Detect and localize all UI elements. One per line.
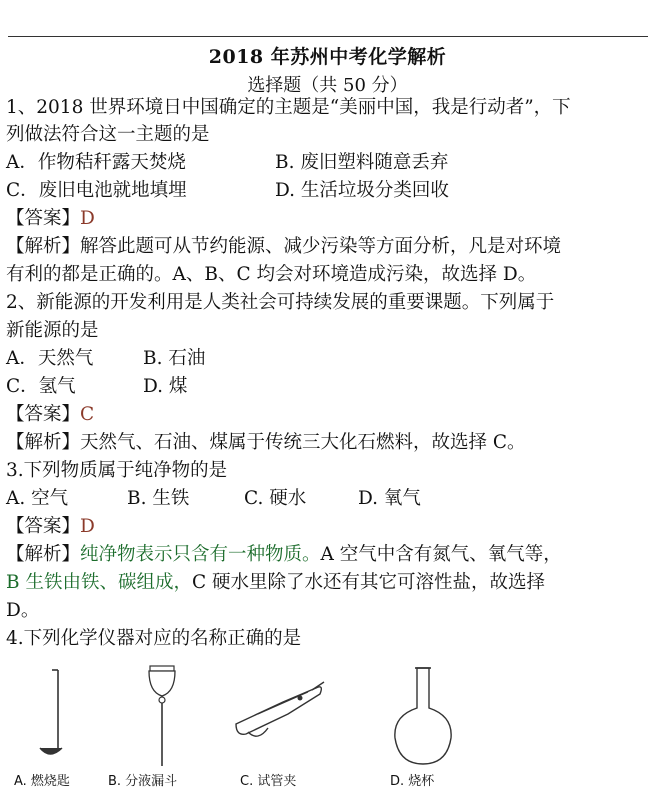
q2-option-d: D. 煤 <box>143 376 188 397</box>
caption-b: B. 分液漏斗 <box>108 774 178 789</box>
caption-a: A. 燃烧匙 <box>14 774 70 789</box>
q2-stem-line2: 新能源的是 <box>6 320 99 341</box>
section-subtitle: 选择题（共 50 分） <box>247 75 408 96</box>
q3-analysis-line1 <box>6 544 562 566</box>
q3-analysis-label: 【解析】 <box>6 544 81 565</box>
q2-analysis <box>6 432 526 454</box>
q4-stem: 4.下列化学仪器对应的名称正确的是 <box>6 628 302 649</box>
q3-option-b: B. 生铁 <box>127 488 190 509</box>
q2-analysis-text: 天然气、石油、煤属于传统三大化石燃料，故选择 C。 <box>80 432 526 453</box>
q3-answer-label: 【答案】 <box>6 516 81 537</box>
q3-answer <box>6 516 95 538</box>
q3-analysis-line2 <box>6 572 545 594</box>
q3-analysis-line2-key: B 生铁由铁、碳组成， <box>6 572 192 593</box>
q2-option-a: A．天然气 <box>6 348 94 369</box>
q1-option-d: D. 生活垃圾分类回收 <box>275 180 449 201</box>
q3-option-a: A. 空气 <box>6 488 69 509</box>
separatory-funnel-figure <box>137 662 187 772</box>
q3-option-d: D. 氧气 <box>358 488 421 509</box>
q1-answer <box>6 208 95 230</box>
q3-analysis-line2-rest: C 硬水里除了水还有其它可溶性盐，故选择 <box>191 572 546 593</box>
q2-option-b: B. 石油 <box>143 348 206 369</box>
q3-analysis-key: 纯净物表示只含有一种物质。 <box>80 544 321 565</box>
q2-answer <box>6 404 94 426</box>
q1-analysis-line1 <box>6 236 561 258</box>
caption-d: D. 烧杯 <box>390 774 435 789</box>
q1-answer-value: D <box>80 208 95 229</box>
q1-stem-line1: 1、2018 世界环境日中国确定的主题是“美丽中国，我是行动者”，下 <box>6 97 571 118</box>
q1-answer-label: 【答案】 <box>6 208 81 229</box>
combustion-spoon-figure <box>30 662 90 772</box>
q1-stem-line2: 列做法符合这一主题的是 <box>6 124 210 145</box>
page-title: 2018 年苏州中考化学解析 <box>208 46 447 68</box>
q1-analysis-line2: 有利的都是正确的。A、B、C 均会对环境造成污染，故选择 D。 <box>6 264 537 285</box>
q3-answer-value: D <box>80 516 95 537</box>
test-tube-clamp-figure <box>228 662 333 772</box>
q1-analysis-label: 【解析】 <box>6 236 81 257</box>
q2-answer-label: 【答案】 <box>6 404 81 425</box>
q1-analysis-text1: 解答此题可从节约能源、减少污染等方面分析，凡是对环境 <box>80 236 562 257</box>
q1-option-c: C．废旧电池就地填埋 <box>6 180 187 201</box>
q3-stem: 3.下列物质属于纯净物的是 <box>6 460 228 481</box>
q2-option-c: C．氢气 <box>6 376 76 397</box>
q2-answer-value: C <box>80 404 95 425</box>
q1-option-b: B. 废旧塑料随意丢弃 <box>275 152 449 173</box>
q3-option-c: C. 硬水 <box>244 488 307 509</box>
q2-stem-line1: 2、新能源的开发利用是人类社会可持续发展的重要课题。下列属于 <box>6 292 555 313</box>
q1-option-a: A．作物秸秆露天焚烧 <box>6 152 186 173</box>
q2-analysis-label: 【解析】 <box>6 432 81 453</box>
flask-figure <box>383 662 463 772</box>
q3-analysis-rest1: A 空气中含有氮气、氧气等， <box>320 544 562 565</box>
top-divider <box>8 36 648 37</box>
caption-c: C. 试管夹 <box>240 774 297 789</box>
q3-analysis-line3: D。 <box>6 600 40 621</box>
